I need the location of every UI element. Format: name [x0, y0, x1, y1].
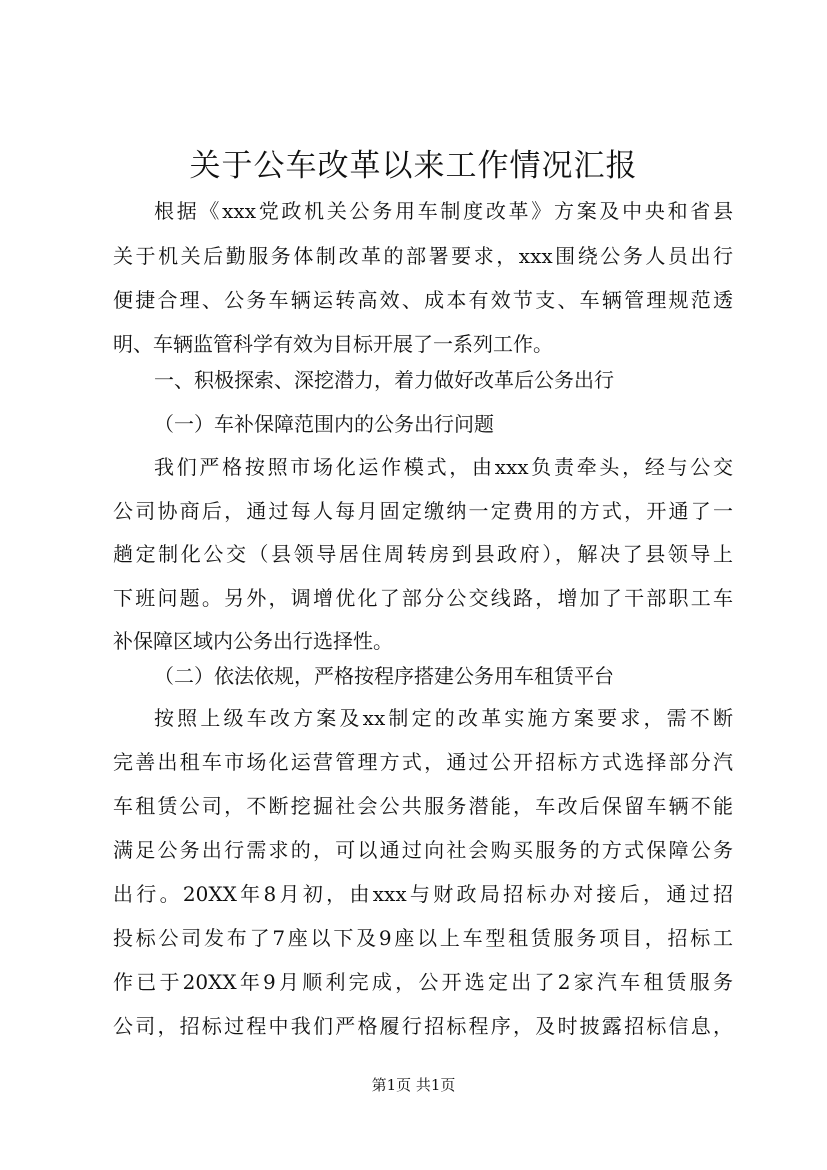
- paragraph-2-line-4: 下班问题。另外，调增优化了部分公交线路，增加了干部职工车: [113, 586, 733, 610]
- paragraph-3-line-8: 公司，招标过程中我们严格履行招标程序，及时披露招标信息，: [113, 1014, 733, 1038]
- paragraph-3-line-6: 投标公司发布了7座以下及9座以上车型租赁服务项目，招标工: [113, 926, 733, 950]
- paragraph-1-line-3: 便捷合理、公务车辆运转高效、成本有效节支、车辆管理规范透: [113, 288, 733, 312]
- paragraph-1-line-2: 关于机关后勤服务体制改革的部署要求，xxx围绕公务人员出行: [113, 244, 733, 268]
- subsection-heading-2: （二）依法依规，严格按程序搭建公务用车租赁平台: [154, 664, 614, 688]
- paragraph-3-line-5: 出行。20XX年8月初，由xxx与财政局招标办对接后，通过招: [113, 882, 733, 906]
- paragraph-2-line-2: 公司协商后，通过每人每月固定缴纳一定费用的方式，开通了一: [113, 499, 733, 523]
- section-heading-1: 一、积极探索、深挖潜力，着力做好改革后公务出行: [154, 368, 614, 392]
- page-number-footer: 第1页 共1页: [371, 1076, 456, 1094]
- subsection-heading-1: （一）车补保障范围内的公务出行问题: [154, 412, 494, 436]
- paragraph-3-line-4: 满足公务出行需求的，可以通过向社会购买服务的方式保障公务: [113, 838, 733, 862]
- paragraph-3-line-2: 完善出租车市场化运营管理方式，通过公开招标方式选择部分汽: [113, 750, 733, 774]
- paragraph-2-line-3: 趟定制化公交（县领导居住周转房到县政府），解决了县领导上: [113, 542, 733, 566]
- document-title: 关于公车改革以来工作情况汇报: [189, 148, 638, 184]
- paragraph-3-line-1: 按照上级车改方案及xx制定的改革实施方案要求，需不断: [154, 706, 733, 730]
- paragraph-1-line-1: 根据《xxx党政机关公务用车制度改革》方案及中央和省县: [154, 199, 733, 223]
- paragraph-2-line-5: 补保障区域内公务出行选择性。: [113, 629, 393, 653]
- paragraph-2-line-1: 我们严格按照市场化运作模式，由xxx负责牵头，经与公交: [154, 455, 733, 479]
- paragraph-3-line-3: 车租赁公司，不断挖掘社会公共服务潜能，车改后保留车辆不能: [113, 794, 733, 818]
- paragraph-3-line-7: 作已于20XX年9月顺利完成，公开选定出了2家汽车租赁服务: [113, 970, 733, 994]
- paragraph-1-line-4: 明、车辆监管科学有效为目标开展了一系列工作。: [113, 332, 553, 356]
